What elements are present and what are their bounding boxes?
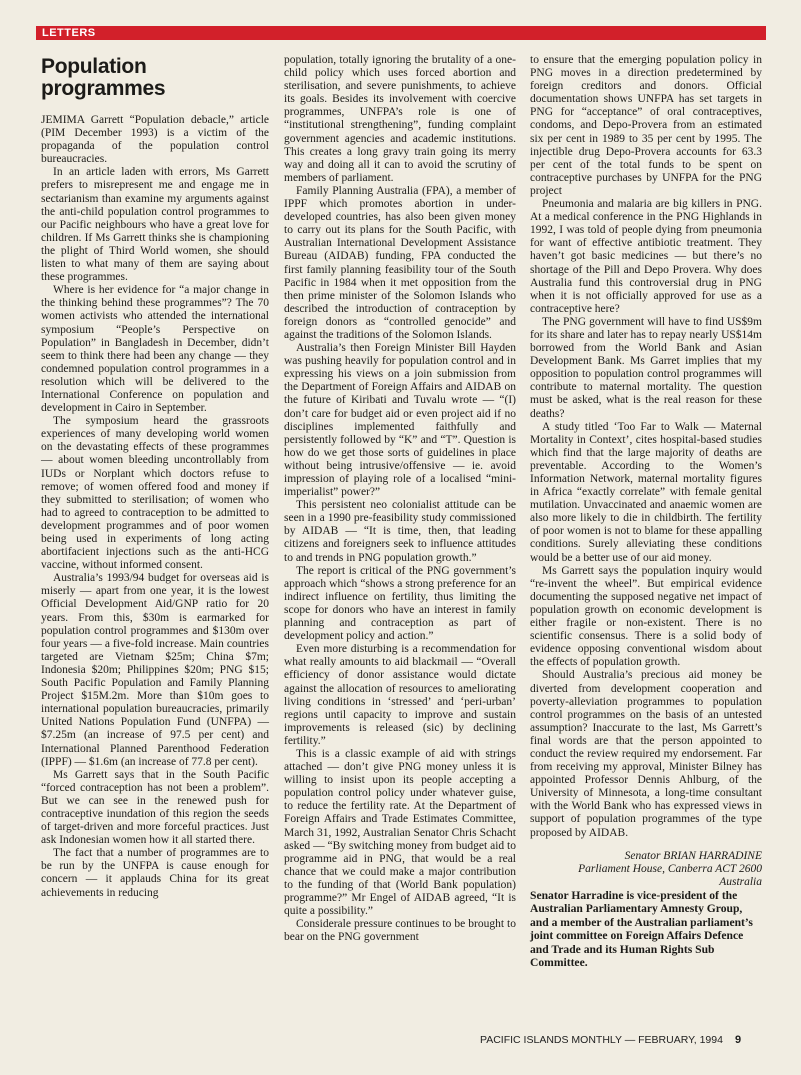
signature-name: Senator BRIAN HARRADINE [624,849,762,862]
paragraph: In an article laden with errors, Ms Garrett prefers to misrepresent me and engage me in sectarianism than examine my arguments against the anti-child population control programmes to our Pacific neighbours who have a great love for children. If Ms Garrett thinks she is championing the plight of Third World women, she should listen to what many of them are saying about these programmes. [41,166,269,284]
paragraph: Australia’s 1993/94 budget for overseas aid is miserly — apart from one year, it is the lowest Official Development Aid/GNP ratio for 20 years. From this, $30m is earmarked for population control programmes and $130m over four years — a five-fold increase. Main countries targeted are Vietnam $25m; China $7m; Indonesia $20m; Philippines $20m; PNG $15; South Pacific Population and Family Planning Project $15M.2m. More than $10m goes to international population bureaucracies, primarily United Nations Population Fund (UNFPA) — $7.25m (an increase of 97.5 per cent) and International Planned Parenthood Federation (IPPF) — $1.6m (an increase of 77.8 per cent). [41,572,269,768]
author-bio: Senator Harradine is vice-president of the Australian Parliamentary Amnesty Group, and a member of the Australian parliament’s joint committee on Foreign Affairs Defence and Trade and its Human Rights Sub Committee. [530,888,753,969]
paragraph: The report is critical of the PNG government’s approach which “shows a strong preference for an indirect influence on fertility, thus limiting the scope for donors who have an interest in family planning and contraception as part of development policy and action.” [284,564,516,643]
signature-address: Parliament House, Canberra ACT 2600 [578,862,762,875]
paragraph: Even more disturbing is a recommendation for what really amounts to aid blackmail — “Overall efficiency of donor assistance would dictate against the allocation of resources to ameliorating living conditions in ‘stressed’ and ‘peri-urban’ regions until capacity to improve and sustain improvements is released (sic) by declining fertility.” [284,643,516,747]
column-3 [530,54,762,969]
page-number: 9 [734,1034,742,1046]
paragraph: The fact that a number of programmes are to be run by the UNFPA is cause enough for concern — it applauds China for its great achievements in reducing [41,847,269,899]
paragraph: Should Australia’s precious aid money be diverted from development cooperation and poverty-alleviation programmes to population control programmes on the basis of an untested assumption? Inaccurate to the last, Ms Garrett’s final words are that the person appointed to conduct the review required my endorsement. Far from receiving my approval, Minister Bilney has appointed Professor Dennis Ahlburg, of the University of Minnesota, a long-time consultant with the World Bank who has expressed views in support of population programmes of the type proposed by AIDAB. [530,669,762,839]
paragraph: population, totally ignoring the brutality of a one-child policy which uses forced abortion and sterilisation, and severe punishments, to achieve its goals. Besides its involvement with coercive programmes, UNFPA’s role is one of “institutional strengthening”, funding complaint government agencies and academic institutions. This creates a long gravy train going its merry way and doing all it can to avoid the scrutiny of members of parliament. [284,54,516,184]
paragraph: JEMIMA Garrett “Population debacle,” article (PIM December 1993) is a victim of the propaganda of the population control bureaucracies. [41,114,269,166]
paragraph: Pneumonia and malaria are big killers in PNG. At a medical conference in the PNG Highlands in 1992, I was told of people dying from pneumonia for want of effective antibiotic treatment. They haven’t got basic medicines — but there’s no shortage of the Pill and Depo Provera. Why does Australia fund this controversial drug in PNG when it is not officially approved for use as a contraceptive here? [530,198,762,315]
paragraph: This persistent neo colonialist attitude can be seen in a 1990 pre-feasibility study commissioned by AIDAB — “It is time, then, that leading citizens and foreigners seek to influence attitudes to and trends in PNG population growth.” [284,499,516,564]
page-footer [480,1034,741,1046]
signature-block [530,850,762,889]
paragraph: Australia’s then Foreign Minister Bill Hayden was pushing heavily for population control and in expressing his views on a join submission from the Department of Foreign Affairs and AIDAB on the future of Kiribati and Tuvalu wrote — “(I) don’t care for budget aid or even project aid if no disciplines implemented faithfully and persistently followed by “K” and “T”. Question is how do we get those sorts of guidelines in place without being intrusive/offensive — ie. avoid impression of playing role of a localised “mini-imperialist” power?” [284,342,516,499]
paragraph: Ms Garrett says that in the South Pacific “forced contraception has not been a problem”. But we can see in the renewed push for contraceptive inundation of this region the seeds of target-driven and more forceful practices. Just ask Indonesian women how it all started there. [41,768,269,847]
paragraph: A study titled ‘Too Far to Walk — Maternal Mortality in Context’, cites hospital-based studies which find that the large majority of deaths are preventable. According to the Women’s Information Network, maternal mortality figures in Africa “exactly correlate” with female genital mutilation. Unvaccinated and anaemic women are also more likely to die in childbirth. The fertility of poor women is not to blame for these appalling conditions. Surely alleviating these conditions would be a better use of our aid money. [530,420,762,564]
paragraph: Ms Garrett says the population inquiry would “re-invent the wheel”. But empirical evidence documenting the supposed negative net impact of population growth on economic development is either fragile or non-existent. There is no scientific consensus. There is a solid body of evidence opposing conventional wisdom about the effects of population growth. [530,564,762,669]
paragraph: The symposium heard the grassroots experiences of many developing world women on the devastating effects of these programmes — about women bleeding uncontrollably from IUDs or Norplant which doctors refuse to remove; of women offered food and money if they submitted to sterilisation; of women who had to agreed to contraception to be admitted to development programmes and of poor women being used in experiments of long acting abortifacient injections such as the anti-HCG vaccine, without informed consent. [41,415,269,572]
section-tag: LETTERS [42,27,96,39]
paragraph: to ensure that the emerging population policy in PNG moves in a direction predetermined by foreign creditors and donors. Official documentation shows UNFPA has set targets in PNG for “acceptance” of oral contraceptives, condoms, and Depo-Provera from an estimated six per cent in 1989 to 35 per cent by 1995. The injectible drug Depo-Provera accounts for 63.3 per cent of the total funds to be spent on contraceptive purchases by UNFPA for the PNG project [530,54,762,197]
paragraph: The PNG government will have to find US$9m for its share and later has to repay nearly US$14m borrowed from the World Bank and Asian Development Bank. Ms Garret implies that my opposition to population control programmes will contribute to maternal mortality. The question must be asked, what is the real reason for these deaths? [530,315,762,420]
section-tag-bar [36,26,766,40]
column-2 [284,54,516,944]
paragraph: Family Planning Australia (FPA), a member of IPPF which promotes abortion in under-developed countries, has also been given money to carry out its plans for the South Pacific, with Australian International Development Assistance Bureau (AIDAB) funding, FPA conducted the first family planning feasibility tour of the South Pacific in 1984 when it met opposition from the then prime minister of the Solomon Islands who described the introduction of contraception by foreign donors as “controlled genocide” and against the traditions of the Solomon Islands. [284,184,516,341]
paragraph: Where is her evidence for “a major change in the thinking behind these programmes”? The 70 women activists who attended the international symposium “People’s Perspective on Population” in Bangladesh in December, didn’t seem to think there had been any change — they condemned population control programmes in a resolution which will be delivered to the International Conference on population and development in Cairo in September. [41,284,269,415]
paragraph: This is a classic example of aid with strings attached — don’t give PNG money unless it is willing to insist upon its people accepting a population control policy under whatever guise, to reduce the fertility rate. At the Department of Foreign Affairs and Trade Estimates Committee, March 31, 1992, Australian Senator Chris Schacht asked — “By switching money from budget aid to programme aid in PNG, that would be a real chance that we could make a major contribution to the funding of that (World Bank population) programme?” Mr Engel of AIDAB agreed, “It is quite a possibility.” [284,747,516,918]
article-heading: Population programmes [41,55,166,100]
publication-name: PACIFIC ISLANDS MONTHLY — FEBRUARY, 1994 [480,1034,723,1046]
column-1 [41,54,269,900]
signature-country: Australia [719,875,762,888]
paragraph: Considerale pressure continues to be brought to bear on the PNG government [284,918,516,944]
